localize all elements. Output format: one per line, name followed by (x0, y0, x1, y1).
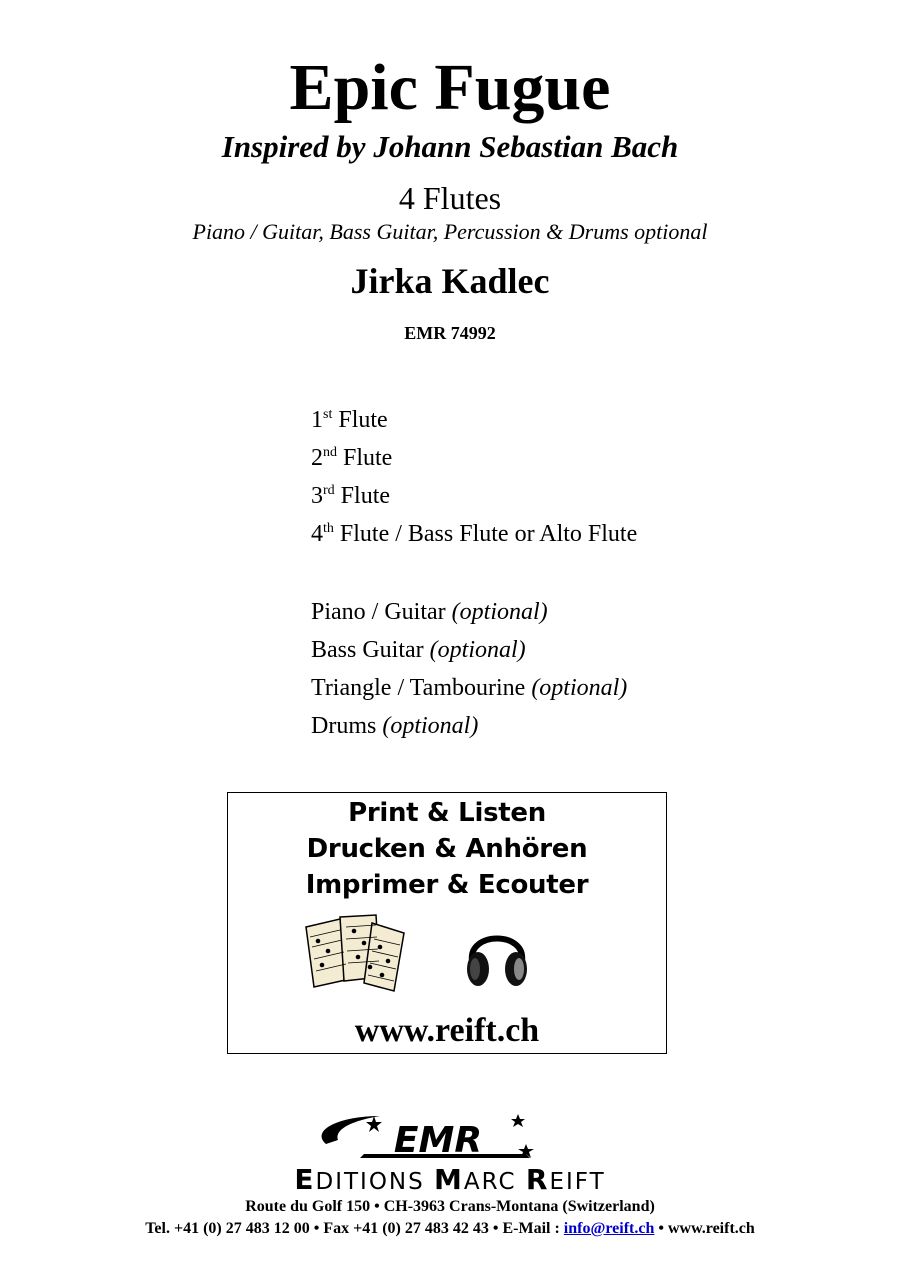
part-item: 3rd Flute (311, 483, 391, 509)
parts-list (311, 401, 637, 553)
email-link[interactable]: info@reift.ch (563, 1220, 655, 1237)
sheet-music-icon (300, 913, 410, 993)
ensemble: 4 Flutes (398, 180, 502, 216)
optional-part-item: Bass Guitar (optional) (311, 637, 526, 663)
part-item: 4th Flute / Bass Flute or Alto Flute (311, 521, 638, 547)
promo-url[interactable]: www.reift.ch (354, 1012, 540, 1049)
print-listen-box[interactable] (227, 792, 667, 1054)
subtitle: Inspired by Johann Sebastian Bach (221, 129, 679, 164)
optional-instruments: Piano / Guitar, Bass Guitar, Percussion & Drums optional (192, 219, 708, 244)
part-item: 2nd Flute (311, 445, 393, 471)
optional-part-item: Piano / Guitar (optional) (311, 599, 548, 625)
emr-logo-text: EMR (393, 1120, 483, 1161)
publisher-address: Route du Golf 150 • CH-3963 Crans-Montana (Switzerland) (245, 1198, 655, 1215)
publisher-name: EDITIONS MARC REIFT (294, 1163, 606, 1196)
promo-line-drucken: Drucken & Anhören (306, 834, 588, 864)
optional-part-item: Triangle / Tambourine (optional) (311, 675, 628, 701)
promo-line-print-listen: Print & Listen (348, 798, 546, 828)
page-title: Epic Fugue (289, 51, 611, 124)
part-item: 1st Flute (311, 407, 388, 433)
optional-parts-list (311, 593, 627, 745)
emr-logo (300, 1110, 550, 1164)
promo-line-imprimer: Imprimer & Ecouter (305, 870, 589, 900)
composer-name: Jirka Kadlec (350, 261, 550, 301)
publisher-contact: Tel. +41 (0) 27 483 12 00 • Fax +41 (0) 27 483 42 43 • E-Mail : info@reift.ch • www.reift.ch (145, 1220, 755, 1237)
optional-part-item: Drums (optional) (311, 713, 479, 739)
catalog-number: EMR 74992 (404, 323, 496, 343)
headphones-icon (464, 917, 530, 989)
